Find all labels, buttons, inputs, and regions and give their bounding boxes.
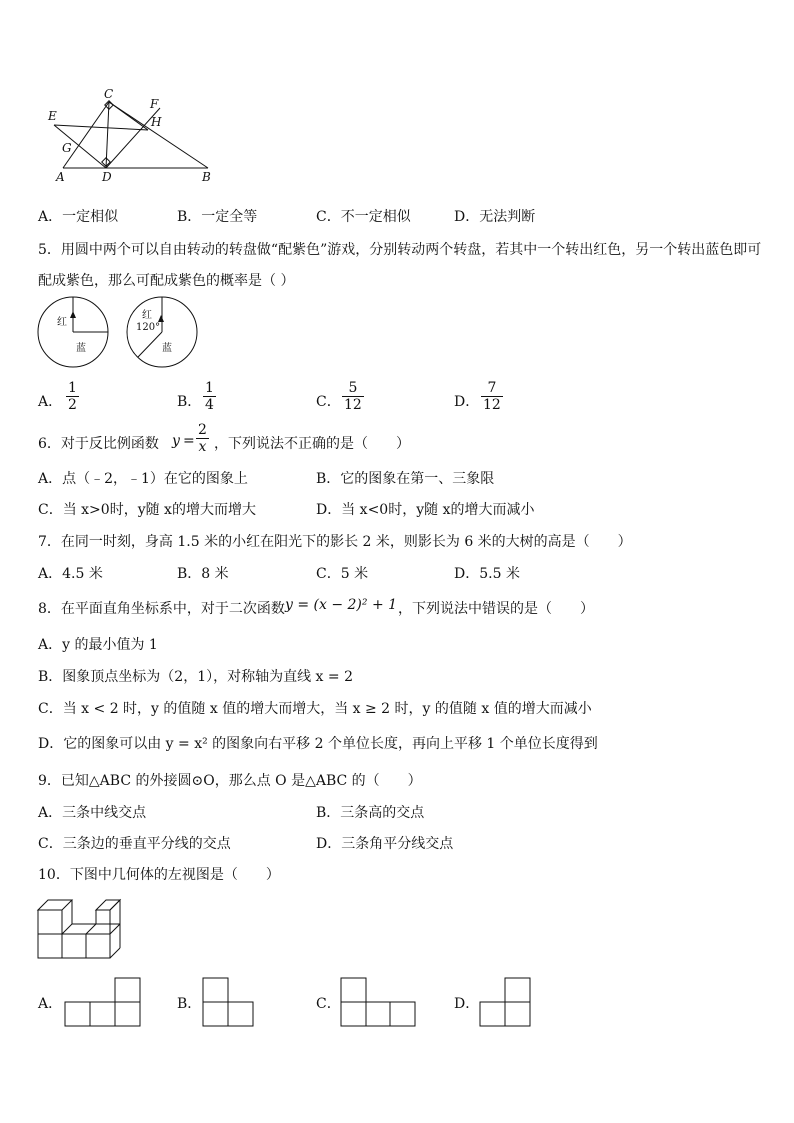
q9-option-b: B．三条高的交点: [316, 805, 425, 821]
label-H: H: [151, 115, 162, 129]
q6-func-num: 2: [198, 422, 207, 438]
q10-option-c: C．: [316, 996, 341, 1012]
q4-option-c: C．不一定相似: [316, 209, 411, 225]
label-D: D: [102, 170, 112, 184]
view-c: [341, 1002, 415, 1026]
q6-option-a: A．点（﹣2，﹣1）在它的图象上: [38, 471, 248, 487]
q5-option-d-den: 12: [483, 397, 501, 413]
q7-text: 7．在同一时刻，身高 1.5 米的小红在阳光下的影长 2 米，则影长为 6 米的大树的高是（ ）: [38, 534, 632, 550]
q8-suffix: ，下列说法中错误的是（ ）: [398, 601, 594, 617]
q8-option-d: D．它的图象可以由 y = x² 的图象向右平移 2 个单位长度，再向上平移 1 个单位长度得到: [38, 736, 598, 752]
q6-option-d: D．当 x<0时，y随 x的增大而减小: [316, 502, 535, 518]
q5-text-line2: 配成紫色，那么可配成紫色的概率是（ ）: [38, 273, 295, 289]
q7-option-d: D．5.5 米: [454, 566, 520, 582]
q8-option-c: C．当 x < 2 时，y 的值随 x 值的增大而增大，当 x ≥ 2 时，y 的值随 x 值的增大而减小: [38, 701, 592, 717]
q6-option-c: C．当 x>0时，y随 x的增大而增大: [38, 502, 256, 518]
spinner2-angle: 120°: [136, 322, 161, 333]
spinner1-blue: 蓝: [76, 343, 86, 354]
q9-text: 9．已知△ABC 的外接圆⊙O，那么点 O 是△ABC 的（ ）: [38, 773, 422, 789]
q5-option-b-num: 1: [205, 380, 214, 396]
q10-option-d: D．: [454, 996, 480, 1012]
q5-option-d-letter: D．: [454, 394, 480, 410]
spinner2-blue: 蓝: [162, 343, 172, 354]
q7-option-b: B．8 米: [177, 566, 229, 582]
q6-prefix: 6．对于反比例函数: [38, 436, 159, 452]
q8-func: y = (x − 2)² + 1: [285, 597, 398, 613]
q10-option-b: B．: [177, 996, 202, 1012]
label-A: A: [56, 170, 65, 184]
q7-option-a: A．4.5 米: [38, 566, 103, 582]
view-a: [65, 1002, 140, 1026]
q4-option-b: B．一定全等: [177, 209, 258, 225]
q5-option-b-letter: B．: [177, 394, 202, 410]
q10-text: 10．下图中几何体的左视图是（ ）: [38, 867, 280, 883]
q6-func-den: x: [198, 439, 207, 455]
q5-text-line1: 5．用圆中两个可以自由转动的转盘做“配紫色”游戏，分别转动两个转盘，若其中一个转出红色，另一个转出蓝色即可: [38, 242, 762, 258]
q4-option-d: D．无法判断: [454, 209, 536, 225]
q6-func-eq: =: [183, 433, 195, 449]
label-F: F: [150, 97, 159, 111]
label-C: C: [104, 87, 114, 101]
label-G: G: [62, 141, 72, 155]
q8-option-a: A．y 的最小值为 1: [38, 637, 158, 653]
q5-option-a-num: 1: [68, 380, 77, 396]
label-E: E: [48, 109, 57, 123]
q6-func-y: y: [172, 433, 180, 449]
q5-option-a-letter: A．: [38, 394, 63, 410]
spinner2-red: 红: [142, 310, 152, 321]
label-B: B: [202, 170, 211, 184]
q5-option-c-num: 5: [348, 380, 358, 396]
q8-prefix: 8．在平面直角坐标系中，对于二次函数: [38, 601, 285, 617]
q6-option-b: B．它的图象在第一、三象限: [316, 471, 495, 487]
q5-option-c-letter: C．: [316, 394, 341, 410]
q5-option-d-num: 7: [487, 380, 497, 396]
q5-option-b-den: 4: [205, 397, 214, 413]
q9-option-a: A．三条中线交点: [38, 805, 147, 821]
q9-option-c: C．三条边的垂直平分线的交点: [38, 836, 231, 852]
q9-option-d: D．三条角平分线交点: [316, 836, 454, 852]
q6-suffix: ，下列说法不正确的是（ ）: [214, 436, 410, 452]
spinner1-red: 红: [57, 317, 67, 328]
q5-option-a-den: 2: [68, 397, 77, 413]
q10-option-a: A．: [38, 996, 63, 1012]
q5-option-c-den: 12: [344, 397, 362, 413]
q4-option-a: A．一定相似: [38, 209, 119, 225]
q7-option-c: C．5 米: [316, 566, 369, 582]
q8-option-b: B．图象顶点坐标为（2，1），对称轴为直线 x = 2: [38, 669, 353, 685]
